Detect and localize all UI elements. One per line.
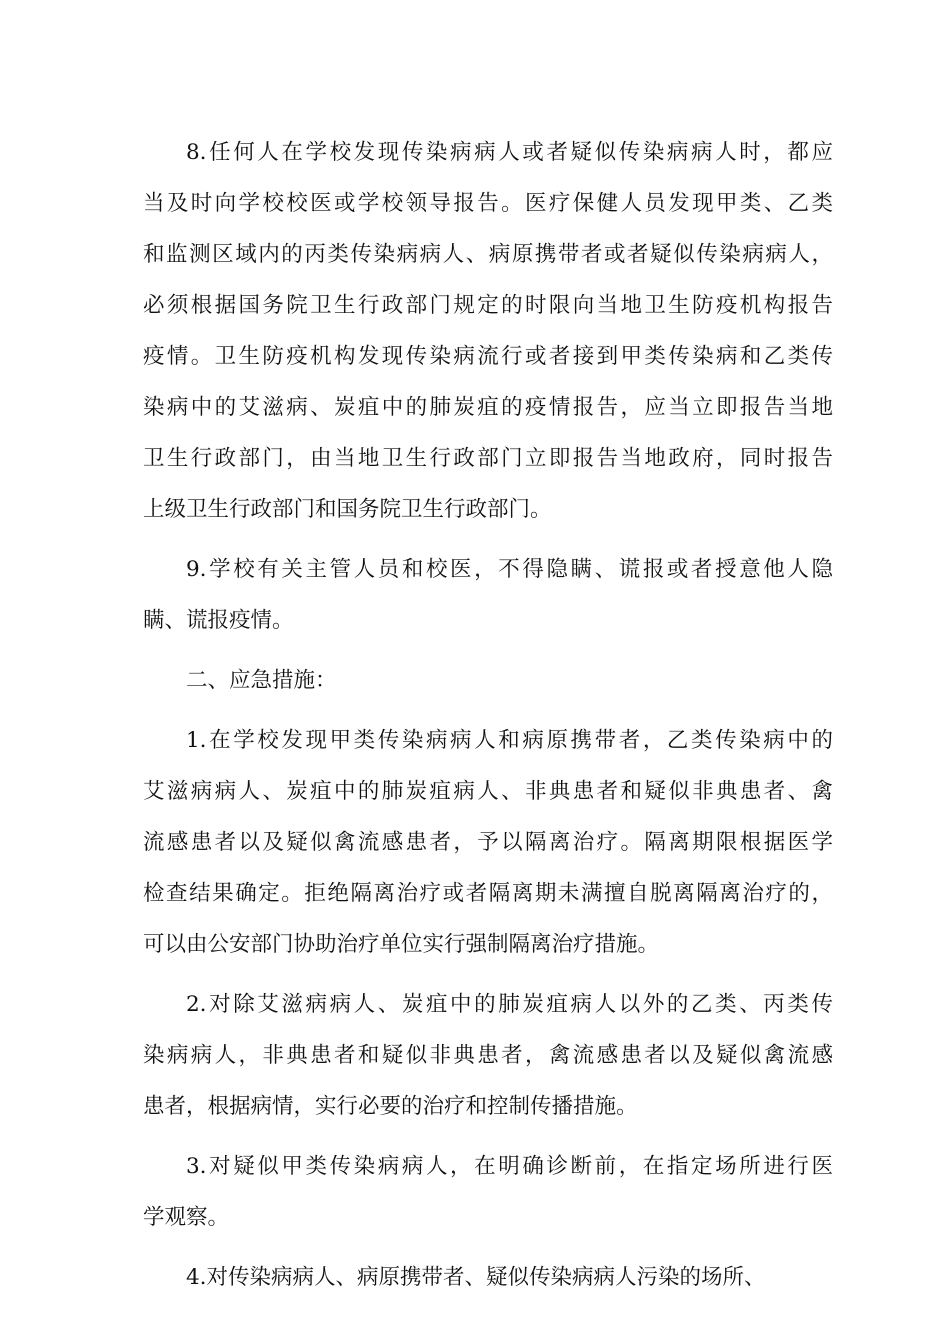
section-heading-emergency-measures [143,655,833,706]
text-line: 卫生行政部门，由当地卫生行政部门立即报告当地政府，同时报告 [143,446,833,471]
paragraph-gap [143,1243,833,1252]
paragraph-item-1 [143,715,833,970]
text-line: 检查结果确定。拒绝隔离治疗或者隔离期未满擅自脱离隔离治疗的， [143,881,833,906]
text-line: 流感患者以及疑似禽流感患者，予以隔离治疗。隔离期限根据医学 [143,830,833,855]
paragraph-item-4 [143,1252,833,1303]
document-body [143,127,833,1303]
paragraph-gap [143,706,833,715]
paragraph-item-9 [143,544,833,646]
text-line: 8.任何人在学校发现传染病病人或者疑似传染病病人时，都应 [186,140,833,165]
text-line: 1.在学校发现甲类传染病病人和病原携带者，乙类传染病中的 [186,728,833,753]
text-line: 9.学校有关主管人员和校医，不得隐瞒、谎报或者授意他人隐 [186,557,833,582]
text-line: 必须根据国务院卫生行政部门规定的时限向当地卫生防疫机构报告 [143,293,833,318]
text-line: 和监测区域内的丙类传染病病人、病原携带者或者疑似传染病病人， [143,242,833,267]
text-line: 2.对除艾滋病病人、炭疽中的肺炭疽病人以外的乙类、丙类传 [186,992,833,1017]
paragraph-item-8 [143,127,833,535]
text-line: 可以由公安部门协助治疗单位实行强制隔离治疗措施。 [143,932,660,957]
paragraph-item-3 [143,1141,833,1243]
text-line: 上级卫生行政部门和国务院卫生行政部门。 [143,497,552,522]
text-line: 染病中的艾滋病、炭疽中的肺炭疽的疫情报告，应当立即报告当地 [143,395,833,420]
text-line: 患者，根据病情，实行必要的治疗和控制传播措施。 [143,1094,638,1119]
text-line: 4.对传染病病人、病原携带者、疑似传染病病人污染的场所、 [186,1265,766,1290]
paragraph-gap [143,1132,833,1141]
text-line: 染病病人，非典患者和疑似非典患者，禽流感患者以及疑似禽流感 [143,1043,833,1068]
text-line: 疫情。卫生防疫机构发现传染病流行或者接到甲类传染病和乙类传 [143,344,833,369]
paragraph-gap [143,646,833,655]
text-line: 艾滋病病人、炭疽中的肺炭疽病人、非典患者和疑似非典患者、禽 [143,779,833,804]
section-heading-text: 二、应急措施： [186,668,337,693]
text-line: 瞒、谎报疫情。 [143,608,294,633]
text-line: 当及时向学校校医或学校领导报告。医疗保健人员发现甲类、乙类 [143,191,833,216]
paragraph-item-2 [143,979,833,1132]
paragraph-gap [143,970,833,979]
text-line: 学观察。 [143,1205,230,1230]
paragraph-gap [143,535,833,544]
text-line: 3.对疑似甲类传染病病人，在明确诊断前，在指定场所进行医 [186,1154,833,1179]
